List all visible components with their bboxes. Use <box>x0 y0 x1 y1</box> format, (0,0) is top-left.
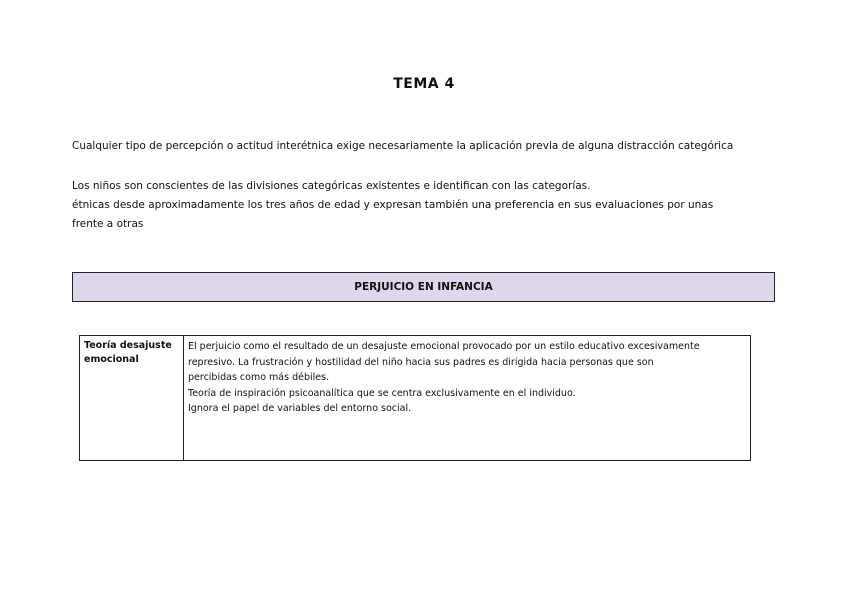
section-heading: PERJUICIO EN INFANCIA <box>354 281 493 293</box>
paragraph-line: Los niños son conscientes de las divisiones categóricas existentes e identifican con las categorías. <box>72 180 591 192</box>
section-heading-box <box>72 272 775 302</box>
content-line: Ignora el papel de variables del entorno social. <box>188 403 412 414</box>
paragraph-line: frente a otras <box>72 218 144 230</box>
content-line: represivo. La frustración y hostilidad del niño hacia sus padres es dirigida hacia personas que son <box>188 356 654 368</box>
page-title: TEMA 4 <box>393 76 455 92</box>
theory-table <box>79 335 751 461</box>
intro-paragraph: Cualquier tipo de percepción o actitud interétnica exige necesariamente la aplicación previa de alguna distracción categórica <box>72 140 734 152</box>
paragraph-line: étnicas desde aproximadamente los tres años de edad y expresan también una preferencia en sus evaluaciones por unas <box>72 199 714 211</box>
content-line: El perjuicio como el resultado de un desajuste emocional provocado por un estilo educativo excesivamente <box>188 341 700 352</box>
theory-label-cell: Teoría desajuste emocional <box>80 336 184 460</box>
content-line: percibidas como más débiles. <box>188 372 330 383</box>
theory-content-cell <box>184 336 750 460</box>
content-line: Teoría de inspiración psicoanalítica que se centra exclusivamente en el individuo. <box>188 387 576 399</box>
second-paragraph <box>72 177 782 234</box>
